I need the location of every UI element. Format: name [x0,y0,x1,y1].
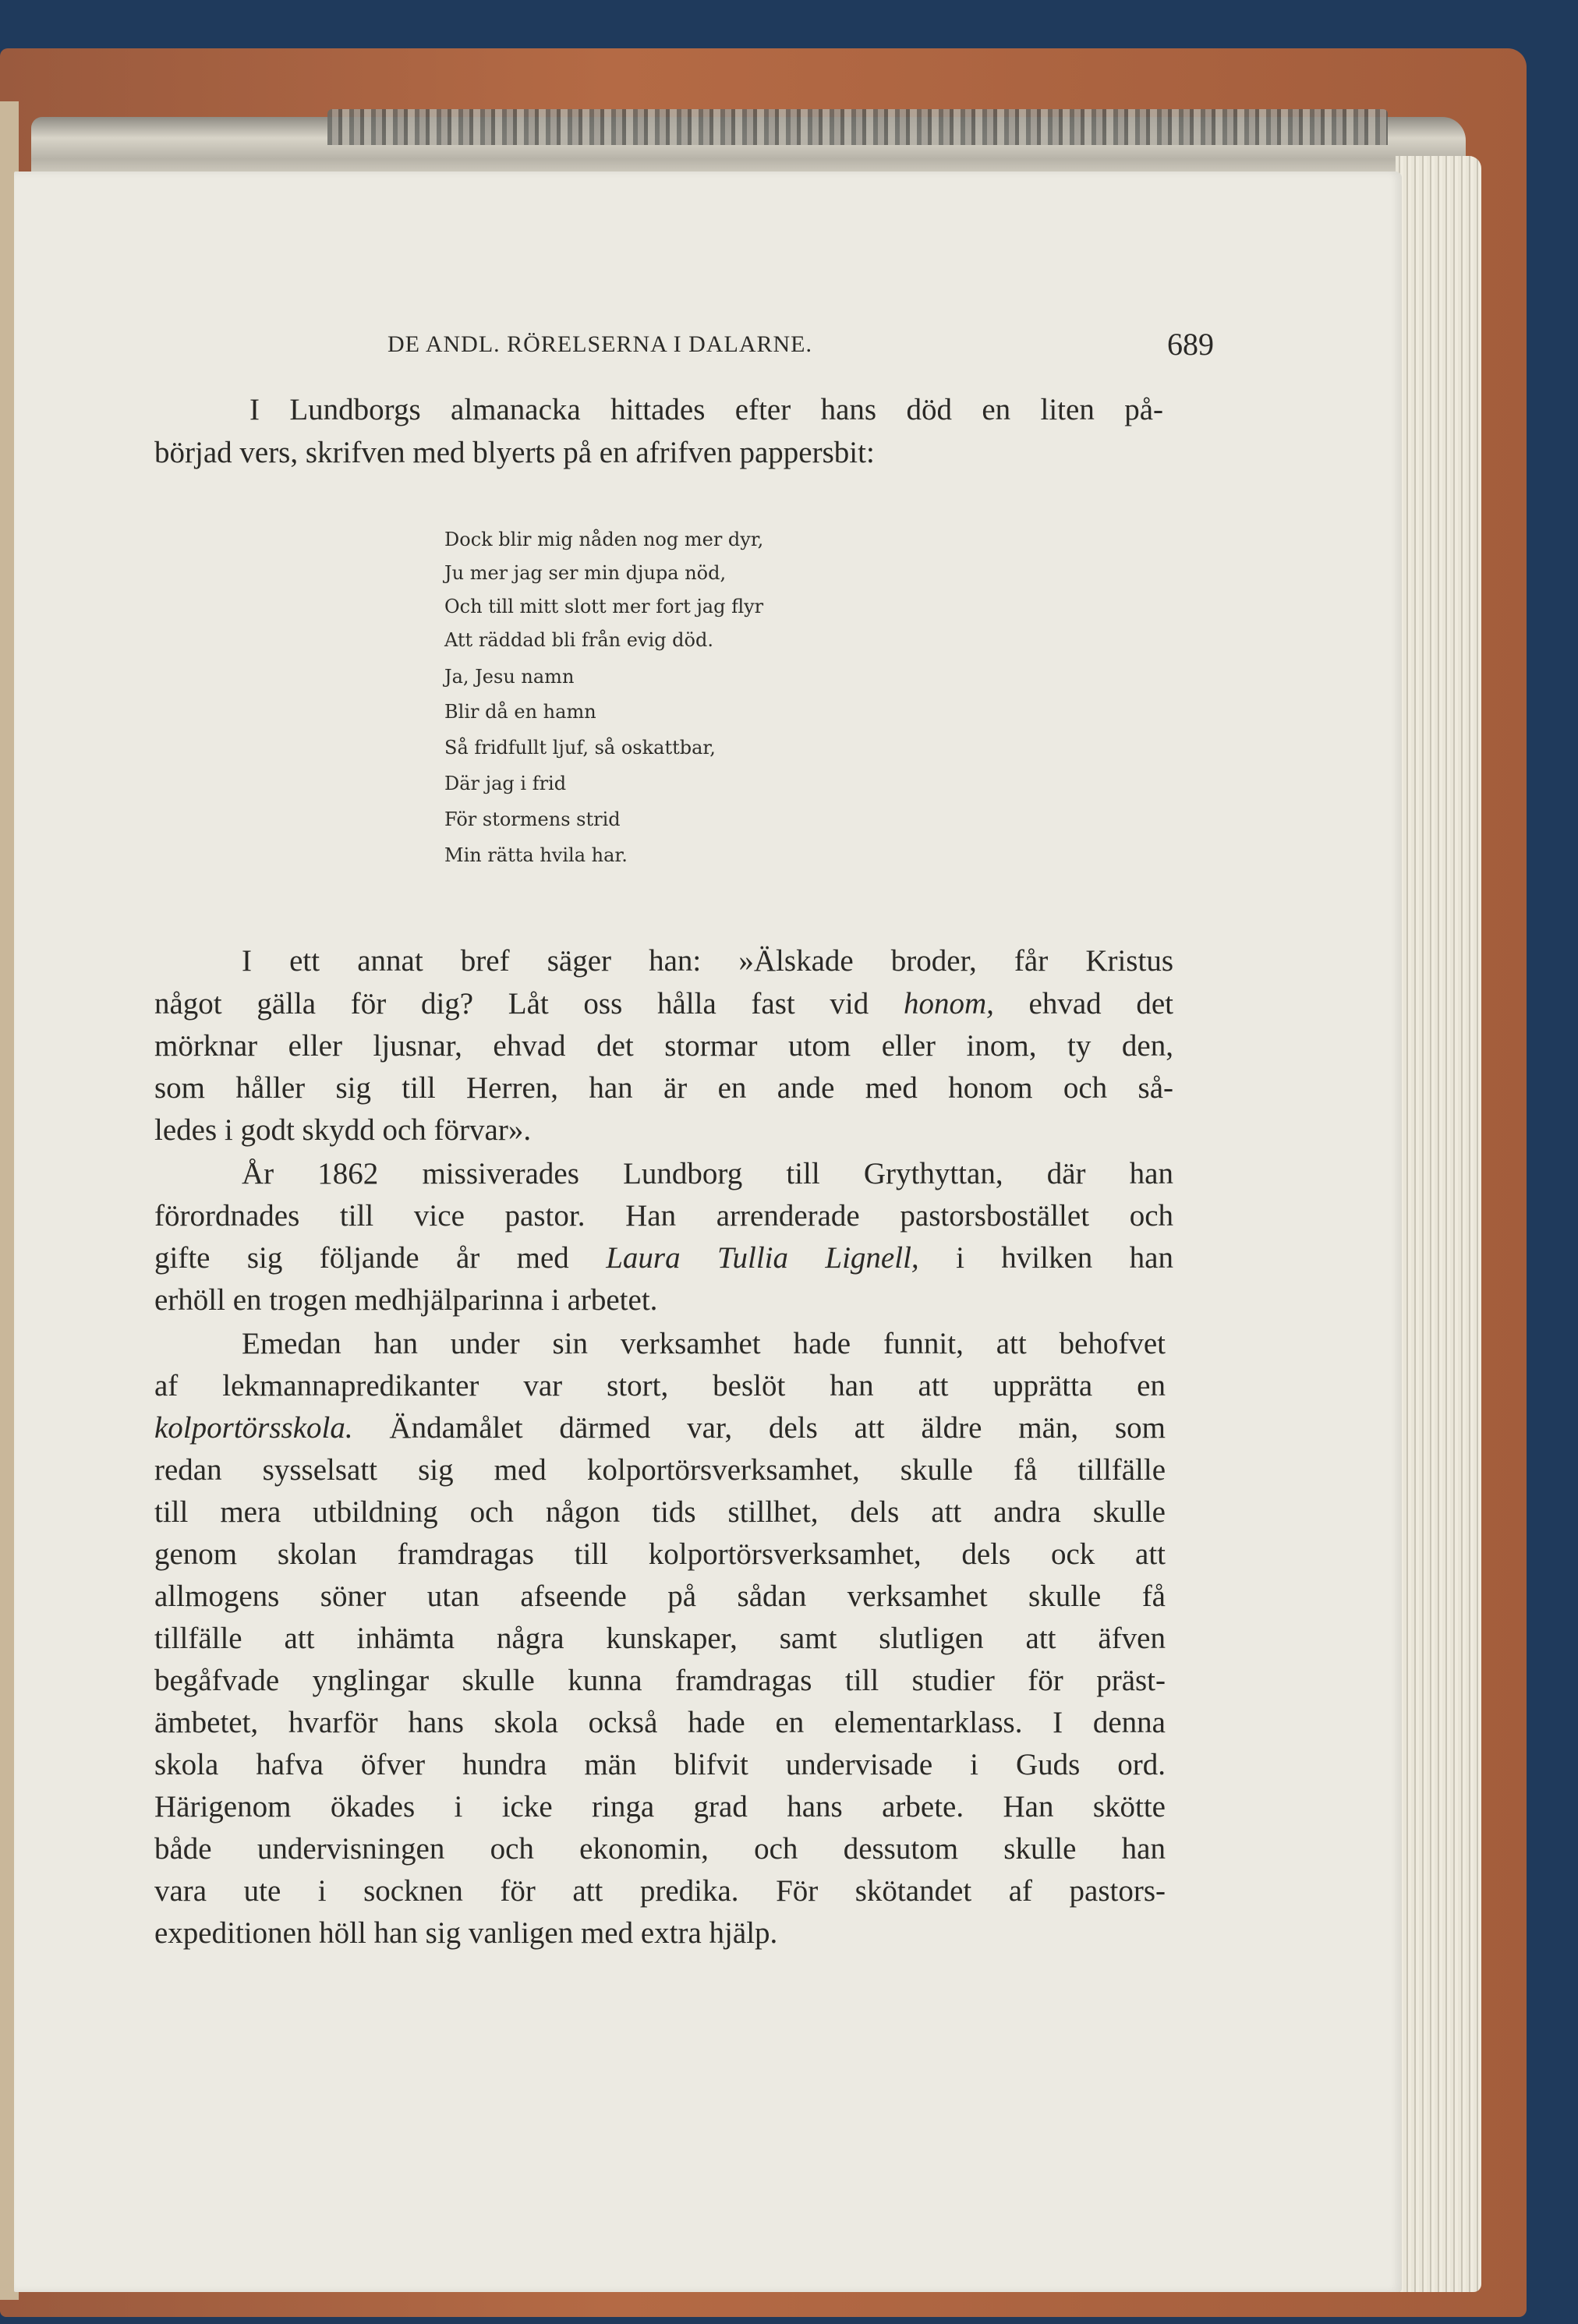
verse-line: Så fridfullt ljuf, så oskattbar, [444,737,716,759]
verse-line: Blir då en hamn [444,701,596,723]
running-head: DE ANDL. RÖRELSERNA I DALARNE. [387,331,812,357]
text-line: ledes i godt skydd och förvar». [154,1113,532,1147]
text-line: I Lundborgs almanacka hittades efter hans död en liten på- [249,393,1163,426]
marbled-edge [327,109,1388,145]
text-line: begåfvade ynglingar skulle kunna framdragas till studier för präst- [154,1664,1166,1697]
text-line: allmogens söner utan afseende på sådan verksamhet skulle få [154,1579,1166,1613]
page-block-right-edge [1396,156,1481,2292]
text-line: vara ute i socknen för att predika. För skötandet af pastors- [154,1874,1166,1908]
text-line: till mera utbildning och någon tids stillhet, dels att andra skulle [154,1495,1166,1529]
text-line: genom skolan framdragas till kolportörsverksamhet, dels ock att [154,1537,1166,1571]
text-line: År 1862 missiverades Lundborg till Grythyttan, där han [242,1157,1173,1190]
text-line: skola hafva öfver hundra män blifvit undervisade i Guds ord. [154,1748,1166,1781]
text-line: redan sysselsatt sig med kolportörsverksamhet, skulle få tillfälle [154,1453,1166,1487]
verse-line: Ju mer jag ser min djupa nöd, [444,562,727,584]
text-line [154,1238,1173,1279]
text-line: ämbetet, hvarför hans skola också hade en elementarklass. I denna [154,1706,1166,1739]
text-line [154,984,1173,1024]
text-line: Emedan han under sin verksamhet hade funnit, att behofvet [242,1327,1166,1360]
text-line: förordnades till vice pastor. Han arrenderade pastorsbostället och [154,1199,1173,1233]
text-line: I ett annat bref säger han: »Älskade broder, får Kristus [242,944,1173,978]
italic-run: kolportörsskola. [154,1411,353,1445]
verse-line: Där jag i frid [444,773,567,794]
verse-line: Min rätta hvila har. [444,844,628,866]
text-line: både undervisningen och ekonomin, och dessutom skulle han [154,1832,1166,1866]
verse-line: Och till mitt slott mer fort jag flyr [444,596,764,617]
text-run: i hvilken han [918,1241,1173,1275]
verse-line: Ja, Jesu namn [444,666,575,688]
text-line: af lekmannapredikanter var stort, beslöt han att upprätta en [154,1369,1166,1403]
italic-run: honom, [903,987,994,1021]
text-run: gifte sig följande år med [154,1241,607,1275]
text-run: Ändamålet därmed var, dels att äldre män, som [352,1411,1166,1445]
text-line: mörknar eller ljusnar, ehvad det stormar utom eller inom, ty den, [154,1029,1173,1063]
text-run: något gälla för dig? Låt oss hålla fast vid [154,987,904,1021]
text-line: expeditionen höll han sig vanligen med extra hjälp. [154,1916,778,1950]
verse-line: För stormens strid [444,808,621,830]
italic-run: Laura Tullia Lignell, [606,1241,919,1275]
verse-line: Att räddad bli från evig död. [444,629,713,651]
text-line [154,1408,1166,1449]
text-line: som håller sig till Herren, han är en ande med honom och så- [154,1071,1173,1105]
text-line: tillfälle att inhämta några kunskaper, samt slutligen att äfven [154,1622,1166,1655]
page-number: 689 [1167,327,1214,362]
text-line: Härigenom ökades i icke ringa grad hans arbete. Han skötte [154,1790,1166,1823]
verse-line: Dock blir mig nåden nog mer dyr, [444,529,764,550]
text-run: ehvad det [993,987,1174,1021]
text-line: börjad vers, skrifven med blyerts på en afrifven pappersbit: [154,436,875,469]
text-line: erhöll en trogen medhjälparinna i arbetet. [154,1283,658,1317]
